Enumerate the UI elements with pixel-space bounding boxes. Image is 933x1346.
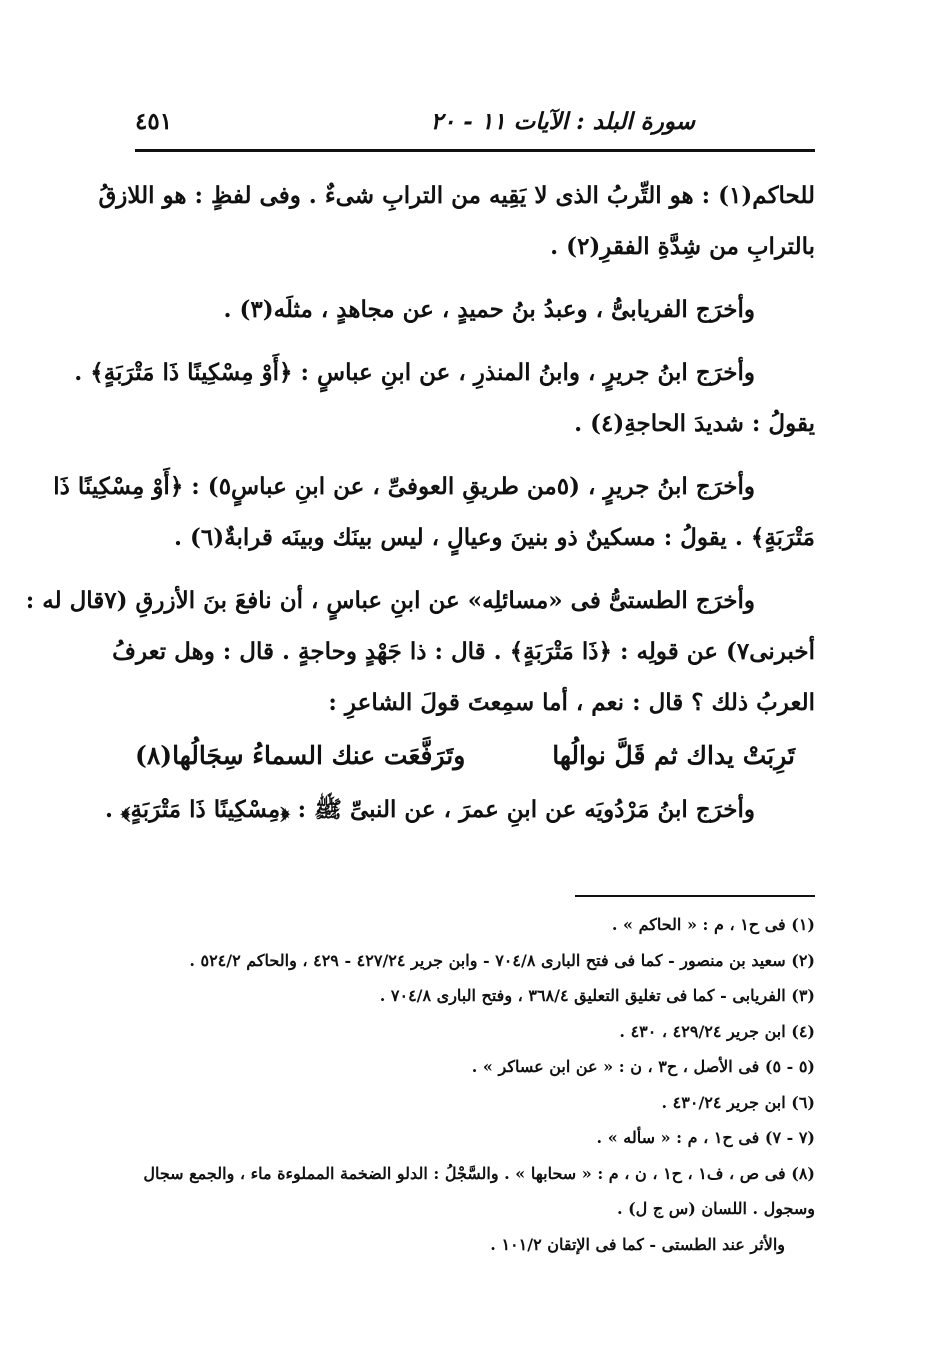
footnote: (٣) الفريابى - كما فى تغليق التعليق ٣٦٨/٤ ، وفتح البارى ٧٠٤/٨ .: [379, 986, 815, 1005]
footnote-continuation: وسجول . اللسان (س ج ل) .: [616, 1199, 815, 1218]
header-rule: [135, 149, 815, 152]
main-text: [25, 170, 815, 835]
footnote-continuation: والأثر عند الطستى - كما فى الإتقان ١٠١/٢ .: [490, 1234, 785, 1254]
text-line: أخبرنى٧) عن قولِه : ﴿ذَا مَتْرَبَةٍ﴾ . قال : ذا جَهْدٍ وحاجةٍ . قال : وهل تعرفُ: [112, 638, 815, 665]
footnotes: [135, 907, 815, 1262]
footnote: (٦) ابن جرير ٤٣٠/٢٤ .: [661, 1092, 815, 1112]
text-line: وأخرَج ابنُ مَرْدُويَه عن ابنِ عمرَ ، عن النبىِّ ﷺ : ﴿مِسْكِينًا ذَا مَتْرَبَةٍ﴾ .: [104, 796, 755, 823]
poem-left-hemistich: وتَرَفَّعَت عنك السماءُ سِجَالُها(٨): [135, 741, 466, 770]
text-line: وأخرَج الفريابىُّ ، وعبدُ بنُ حميدٍ ، عن مجاهدٍ ، مثلَه(٣) .: [223, 296, 755, 323]
text-line: العربُ ذلك ؟ قال : نعم ، أما سمِعتَ قولَ الشاعرِ :: [328, 689, 815, 716]
footnote: (٧ - ٧) فى ح١ ، م : « سأله » .: [596, 1128, 815, 1147]
text-line: وأخرَج ابنُ جريرٍ ، (٥من طريقِ العوفىِّ ، عن ابنِ عباسٍ٥) : ﴿أَوْ مِسْكِينًا ذَا: [53, 473, 755, 500]
footnote-rule: [575, 895, 815, 897]
poem-right-hemistich: تَرِبَتْ يداك ثم قَلَّ نوالُها: [552, 741, 795, 770]
page-header: [135, 108, 815, 142]
text-line: وأخرَج ابنُ جريرٍ ، وابنُ المنذرِ ، عن ابنِ عباسٍ : ﴿أَوْ مِسْكِينًا ذَا مَتْرَبَةٍ﴾ .: [74, 359, 755, 386]
footnote: (٤) ابن جرير ٤٢٩/٢٤ ، ٤٣٠ .: [619, 1021, 815, 1041]
text-line: بالترابِ من شِدَّةِ الفقرِ(٢) .: [550, 233, 815, 260]
footnote: (١) فى ح١ ، م : « الحاكم » .: [611, 915, 815, 934]
text-line: للحاكم(١) : هو التِّربُ الذى لا يَقِيه من الترابِ شىءٌ . وفى لفظٍ : هو اللازقُ: [98, 182, 815, 209]
footnote: (٢) سعيد بن منصور - كما فى فتح البارى ٧٠٤/٨ - وابن جرير ٤٢٧/٢٤ - ٤٢٩ ، والحاكم ٥٢٤/٢ .: [189, 950, 815, 970]
poem-verse: [135, 728, 815, 784]
text-line: وأخرَج الطستىُّ فى «مسائلِه» عن ابنِ عباسٍ ، أن نافعَ بنَ الأزرقِ (٧قال له :: [25, 587, 755, 614]
footnote: (٨) فى ص ، ف١ ، ح١ ، ن ، م : « سحابها » . والسَّجْلُ : الدلو الضخمة المملوءة ماء ، والجمع سجال: [143, 1163, 815, 1183]
footnote: (٥ - ٥) فى الأصل ، ح٣ ، ن : « عن ابن عساكر » .: [471, 1057, 815, 1076]
text-line: مَتْرَبَةٍ﴾ . يقولُ : مسكينٌ ذو بنينَ وعيالٍ ، ليس بينَك وبينَه قرابةٌ(٦) .: [173, 524, 815, 551]
running-title: سورة البلد : الآيات ١١ - ٢٠: [430, 108, 695, 135]
page-number: ٤٥١: [135, 108, 173, 135]
text-line: يقولُ : شديدَ الحاجةِ(٤) .: [574, 410, 815, 437]
